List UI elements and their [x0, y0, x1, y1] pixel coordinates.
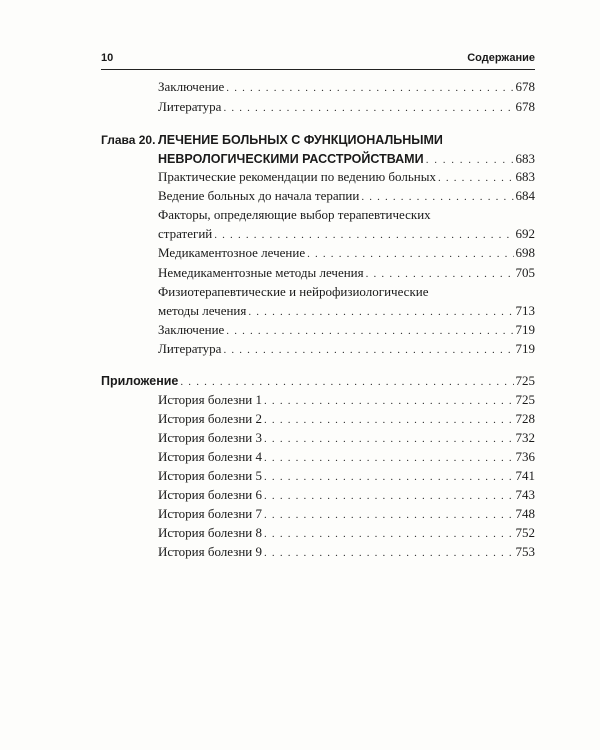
toc-entry-page: 728 — [515, 411, 535, 426]
toc-entry[interactable] — [158, 542, 535, 562]
toc-entry-page: 678 — [515, 79, 535, 94]
leader-dots — [264, 429, 513, 449]
leader-dots — [264, 448, 513, 468]
toc-entry-page: 692 — [515, 226, 535, 241]
leader-dots — [226, 321, 513, 341]
toc-entry-page: 736 — [515, 449, 535, 464]
leader-dots — [264, 486, 513, 506]
toc-entry[interactable] — [158, 167, 535, 187]
leader-dots — [214, 225, 513, 245]
toc-entry-page: 698 — [515, 245, 535, 260]
toc-entry-title: История болезни 6 — [158, 487, 263, 502]
leader-dots — [226, 78, 513, 98]
leader-dots — [366, 264, 514, 284]
toc-entry-title: История болезни 3 — [158, 430, 263, 445]
leader-dots — [248, 302, 513, 322]
toc-entry-title: История болезни 1 — [158, 392, 263, 407]
chapter-title-line2: НЕВРОЛОГИЧЕСКИМИ РАССТРОЙСТВАМИ — [158, 152, 424, 166]
appendix-title: Приложение — [101, 374, 179, 388]
toc-entry-title: История болезни 8 — [158, 525, 263, 540]
chapter-title-entry[interactable] — [158, 149, 535, 169]
toc-entry-page: 753 — [515, 544, 535, 559]
toc-entry[interactable] — [158, 97, 535, 117]
toc-entry[interactable] — [158, 447, 535, 467]
chapter-title-line1: ЛЕЧЕНИЕ БОЛЬНЫХ С ФУНКЦИОНАЛЬНЫМИ — [158, 133, 443, 147]
toc-entry-page: 725 — [515, 392, 535, 407]
toc-entry-page: 684 — [515, 188, 535, 203]
toc-entry-title-line2: методы лечения — [158, 303, 247, 318]
toc-entry[interactable] — [158, 77, 535, 97]
section-title: Содержание — [467, 52, 535, 64]
toc-entry-page: 748 — [515, 506, 535, 521]
toc-entry-page: 719 — [515, 322, 535, 337]
leader-dots — [361, 187, 513, 207]
toc-entry-title: Литература — [158, 99, 222, 114]
toc-entry[interactable] — [158, 409, 535, 429]
toc-entry-title-line2: стратегий — [158, 226, 213, 241]
toc-entry-title: История болезни 7 — [158, 506, 263, 521]
toc-entry-page: 719 — [515, 341, 535, 356]
appendix-entry[interactable] — [101, 371, 535, 391]
toc-entry-page: 732 — [515, 430, 535, 445]
leader-dots — [264, 543, 513, 563]
leader-dots — [264, 467, 513, 487]
toc-entry[interactable] — [158, 339, 535, 359]
toc-entry[interactable] — [158, 390, 535, 410]
leader-dots — [223, 340, 513, 360]
running-head — [101, 52, 535, 70]
header-rule — [101, 69, 535, 70]
chapter-page: 683 — [515, 151, 535, 166]
toc-entry-page: 683 — [515, 169, 535, 184]
leader-dots — [264, 524, 513, 544]
toc-entry[interactable] — [158, 301, 535, 321]
toc-entry-title-line1: Физиотерапевтические и нейрофизиологические — [158, 284, 429, 299]
toc-entry-title: Медикаментозное лечение — [158, 245, 306, 260]
toc-entry-title: История болезни 5 — [158, 468, 263, 483]
toc-entry-page: 743 — [515, 487, 535, 502]
toc-entry[interactable] — [158, 523, 535, 543]
leader-dots — [223, 98, 513, 118]
chapter-label: Глава 20. — [101, 133, 156, 147]
leader-dots — [438, 168, 514, 188]
toc-entry-title: Заключение — [158, 322, 225, 337]
leader-dots — [264, 391, 513, 411]
toc-entry[interactable] — [158, 243, 535, 263]
toc-entry-title: Заключение — [158, 79, 225, 94]
leader-dots — [180, 372, 513, 392]
toc-entry[interactable] — [158, 466, 535, 486]
toc-entry[interactable] — [158, 485, 535, 505]
toc-entry[interactable] — [158, 224, 535, 244]
toc-entry-page: 705 — [515, 265, 535, 280]
toc-entry-page: 752 — [515, 525, 535, 540]
toc-entry-title: История болезни 4 — [158, 449, 263, 464]
toc-entry-title: Практические рекомендации по ведению больных — [158, 169, 436, 184]
toc-entry-page: 678 — [515, 99, 535, 114]
toc-entry-title: История болезни 9 — [158, 544, 263, 559]
toc-entry[interactable] — [158, 428, 535, 448]
toc-entry-page: 713 — [515, 303, 535, 318]
toc-entry-page: 741 — [515, 468, 535, 483]
toc-entry-title-line1: Факторы, определяющие выбор терапевтических — [158, 207, 431, 222]
toc-entry[interactable] — [158, 320, 535, 340]
toc-entry-title: История болезни 2 — [158, 411, 263, 426]
toc-entry[interactable] — [158, 263, 535, 283]
leader-dots — [307, 244, 513, 264]
leader-dots — [264, 410, 513, 430]
toc-entry-title: Литература — [158, 341, 222, 356]
toc-entry-title: Ведение больных до начала терапии — [158, 188, 360, 203]
toc-entry-title: Немедикаментозные методы лечения — [158, 265, 364, 280]
appendix-page: 725 — [515, 373, 535, 388]
toc-entry[interactable] — [158, 186, 535, 206]
page-number: 10 — [101, 52, 114, 64]
toc-entry[interactable] — [158, 504, 535, 524]
leader-dots — [264, 505, 513, 525]
